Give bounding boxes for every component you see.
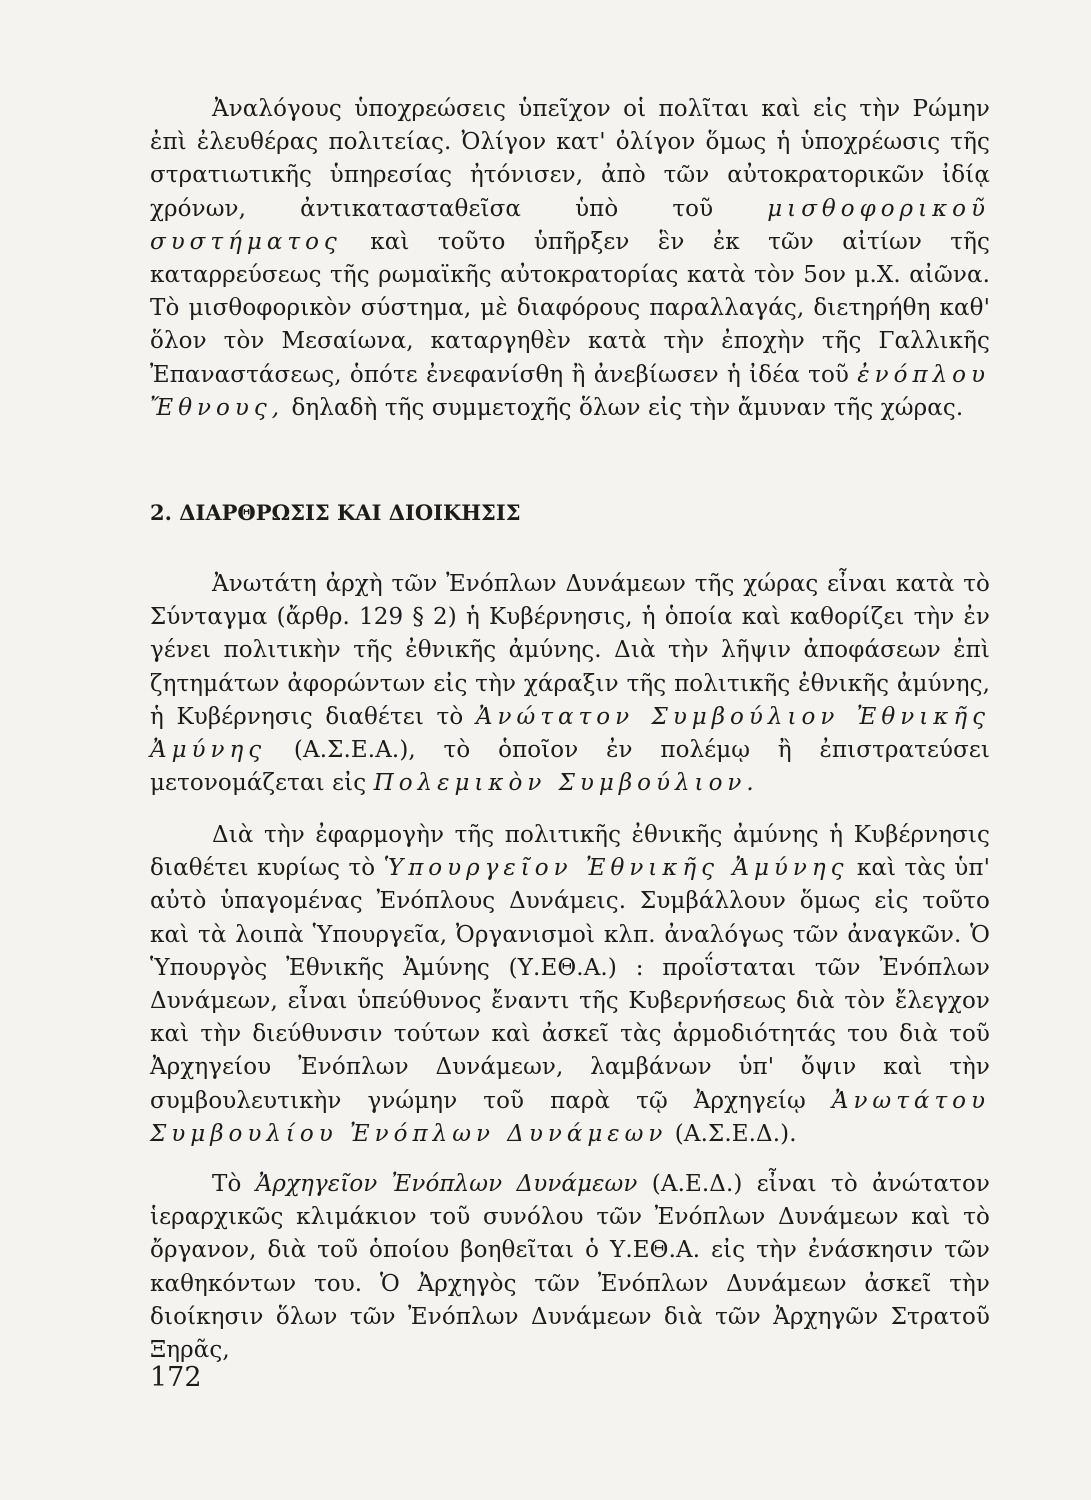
text-run: Διὰ τὴν ἐφαρμογὴν τῆς πολιτικῆς ἐθνικῆς ἀμύνης ἡ Κυβέρνησις διαθέτει κυρίως τὸ [150,822,990,882]
emphasis-run: Ἀνωτάτου Συμβουλίου Ἐνόπλων Δυνάμεων [150,1087,990,1147]
paragraph-2 [150,568,990,800]
text-run: (Α.Σ.Ε.Α.), τὸ ὁποῖον ἐν πολέμῳ ἢ ἐπιστρατεύσει μετονομάζεται εἰς [150,737,990,797]
text-run: καὶ τὰς ὑπ' αὐτὸ ὑπαγομένας Ἐνόπλους Δυνάμεις. Συμβάλλουν ὅμως εἰς τοῦτο καὶ τὰ λοιπὰ Ὑπουργεῖα, Ὀργανισμοὶ κλπ. ἀναλόγως τῶν ἀναγκῶν. Ὁ Ὑπουργὸς Ἐθνικῆς Ἀμύνης (Υ.ΕΘ.Α.) : προΐσταται τῶν Ἐνόπλων Δυνάμεων, εἶναι ὑπεύθυνος ἔναντι τῆς Κυβερνήσεως διὰ τὸν ἔλεγχον καὶ τὴν διεύθυνσιν τούτων καὶ ἀσκεῖ τὰς ἁρμοδιότητάς του διὰ τοῦ Ἀρχηγείου Ἐνόπλων Δυνάμεων, λαμβάνων ὑπ' ὄψιν καὶ τὴν συμβουλευτικὴν γνώμην τοῦ παρὰ τῷ Ἀρχηγείῳ [150,855,990,1114]
emphasis-run: Ἀρχηγεῖον Ἐνόπλων Δυνάμεων [255,1171,638,1197]
emphasis-run: μισθοφορικοῦ συστήματος [150,195,990,255]
text-run: καὶ τοῦτο ὑπῆρξεν ἓν ἐκ τῶν αἰτίων τῆς καταρρεύσεως τῆς ρωμαϊκῆς αὐτοκρατορίας κατὰ τὸν 5ον μ.Χ. αἰῶνα. Τὸ μισθοφορικὸν σύστημα, μὲ διαφόρους παραλλαγάς, διετηρήθη καθ' ὅλον τὸν Μεσαίωνα, καταργηθὲν κατὰ τὴν ἐποχὴν τῆς Γαλλικῆς Ἐπαναστάσεως, ὁπότε ἐνεφανίσθη ἢ ἀνεβίωσεν ἡ ἰδέα τοῦ [150,228,990,388]
text-run: (Α.Σ.Ε.Δ.). [667,1120,797,1147]
page-number: 172 [150,1362,202,1393]
text-run: Ἀναλόγους ὑποχρεώσεις ὑπεῖχον οἱ πολῖται καὶ εἰς τὴν Ρώμην ἐπὶ ἐλευθέρας πολιτείας. Ὀλίγον κατ' ὀλίγον ὅμως ἡ ὑποχρέωσις τῆς στρατιωτικῆς ὑπηρεσίας ἠτόνισεν, ἀπὸ τῶν αὐτοκρατορικῶν ἰδίᾳ χρόνων, ἀντικατασταθεῖσα ὑπὸ τοῦ [150,96,990,222]
text-run: Τὸ [212,1171,256,1197]
paragraph-3 [150,819,990,1151]
emphasis-run: Πολεμικὸν Συμβούλιον. [373,770,759,797]
text-run: δηλαδὴ τῆς συμμετοχῆς ὅλων εἰς τὴν ἄμυναν τῆς χώρας. [284,394,964,421]
paragraph-1 [150,93,990,425]
emphasis-run: ἐνόπλου Ἔθνους, [150,361,990,421]
paragraph-4-text [150,1168,990,1367]
paragraph-2-text [150,568,990,800]
paragraph-1-text [150,93,990,425]
paragraph-4 [150,1168,990,1367]
paragraph-3-text [150,819,990,1151]
section-heading: 2. ΔΙΑΡΘΡΩΣΙΣ ΚΑΙ ΔΙΟΙΚΗΣΙΣ [150,500,521,525]
emphasis-run: Ὑπουργεῖον Ἐθνικῆς Ἀμύνης [383,855,849,882]
text-run: (Α.Ε.Δ.) εἶναι τὸ ἀνώτατον ἱεραρχικῶς κλιμάκιον τοῦ συνόλου τῶν Ἐνόπλων Δυνάμεων καὶ τὸ ὄργανον, διὰ τοῦ ὁποίου βοηθεῖται ὁ Υ.ΕΘ.Α. εἰς τὴν ἐνάσκησιν τῶν καθηκόντων του. Ὁ Ἀρχηγὸς τῶν Ἐνόπλων Δυνάμεων ἀσκεῖ τὴν διοίκησιν ὅλων τῶν Ἐνόπλων Δυνάμεων διὰ τῶν Ἀρχηγῶν Στρατοῦ Ξηρᾶς, [150,1171,990,1364]
emphasis-run: Ἀνώτατον Συμβούλιον Ἐθνικῆς Ἀμύνης [150,703,990,764]
text-run: Ἀνωτάτη ἀρχὴ τῶν Ἐνόπλων Δυνάμεων τῆς χώρας εἶναι κατὰ τὸ Σύνταγμα (ἄρθρ. 129 § 2) ἡ Κυβέρνησις, ἡ ὁποία καὶ καθορίζει τὴν ἐν γένει πολιτικὴν τῆς ἐθνικῆς ἀμύνης. Διὰ τὴν λῆψιν ἀποφάσεων ἐπὶ ζητημάτων ἀφορώντων εἰς τὴν χάραξιν τῆς πολιτικῆς ἐθνικῆς ἀμύνης, ἡ Κυβέρνησις διαθέτει τὸ [150,571,990,730]
